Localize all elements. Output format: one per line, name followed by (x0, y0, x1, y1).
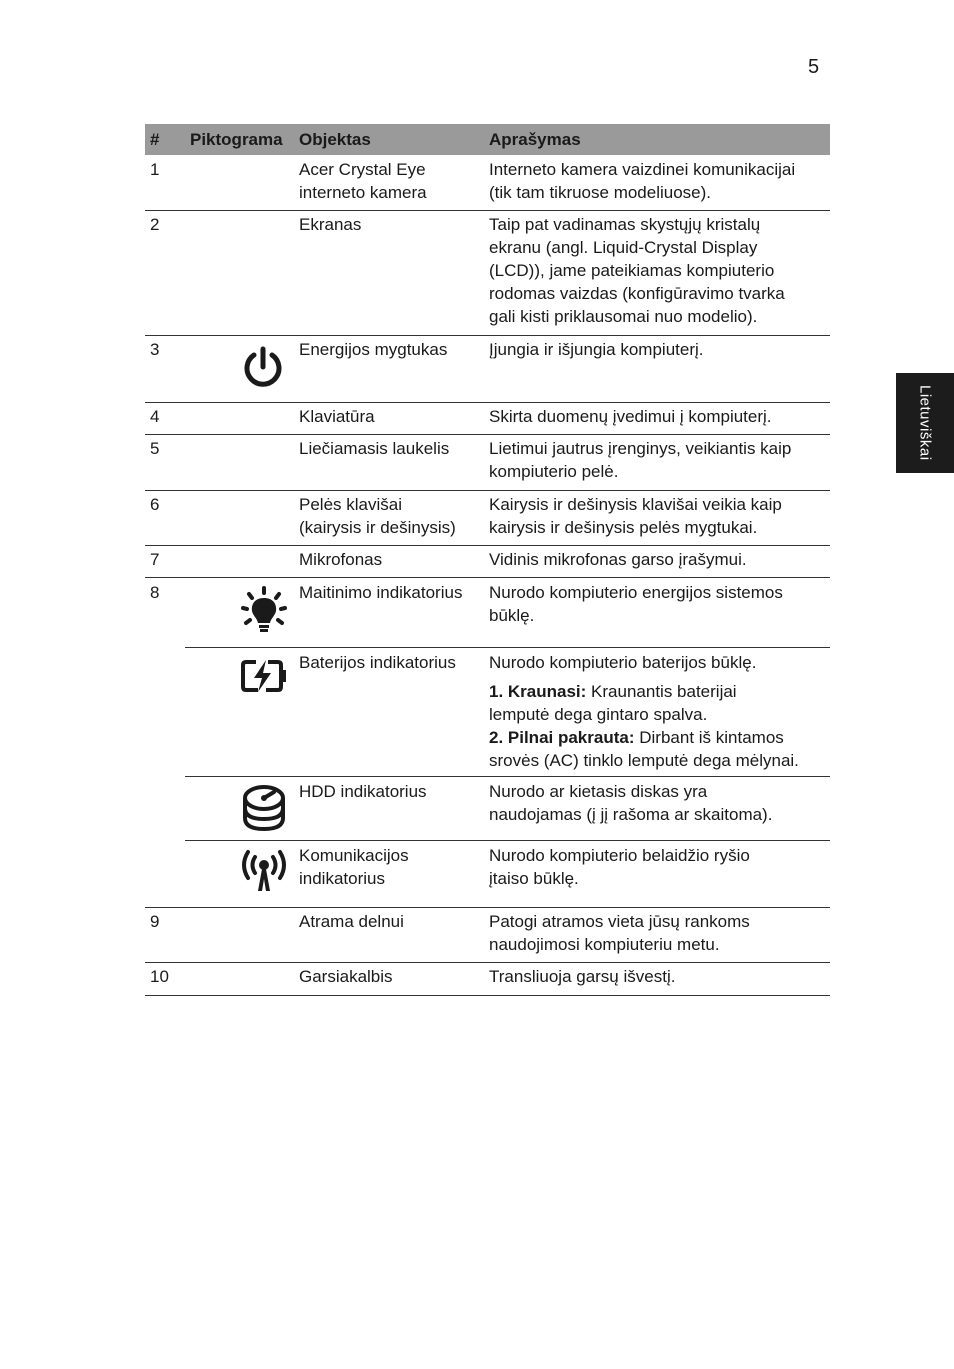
header-icon: Piktograma (190, 130, 283, 149)
row-description: Skirta duomenų įvedimui į kompiuterį. (489, 407, 772, 426)
row-object: Energijos mygtukas (299, 340, 448, 359)
row-description: Patogi atramos vieta jūsų rankoms naudojimosi kompiuteriu metu. (489, 912, 750, 954)
row-num: 10 (150, 967, 169, 986)
table-row (145, 648, 830, 777)
table-row (145, 403, 830, 435)
page-number: 5 (808, 56, 820, 78)
row-object: Garsiakalbis (299, 967, 393, 986)
table-row (145, 491, 830, 546)
row-object: Pelės klavišai (kairysis ir dešinysis) (299, 495, 456, 537)
row-num (145, 648, 190, 777)
row-object: Komunikacijos indikatorius (299, 846, 409, 888)
row-object: Liečiamasis laukelis (299, 439, 450, 458)
row-num: 2 (150, 215, 160, 234)
row-num: 1 (150, 160, 160, 179)
table-row (145, 155, 830, 211)
table-row (145, 546, 830, 578)
communication-indicator-icon (236, 849, 292, 893)
row-description: Nurodo kompiuterio belaidžio ryšio įtaiso būklę. (489, 846, 750, 888)
row-object: HDD indikatorius (299, 782, 427, 801)
table-row (145, 963, 830, 996)
row-description: Nurodo kompiuterio baterijos būklę. 1. Kraunasi: Kraunantis baterijai lemputė dega gintaro spalva. 2. Pilnai pakrauta: Dirbant iš kintamos srovės (AC) tinklo lemputė dega mėlynai. (489, 648, 830, 777)
row-description: Lietimui jautrus įrenginys, veikiantis kaip kompiuterio pelė. (489, 439, 792, 481)
header-object: Objektas (299, 130, 371, 149)
row-description: Transliuoja garsų išvestį. (489, 967, 676, 986)
row-description: Įjungia ir išjungia kompiuterį. (489, 340, 704, 359)
battery-detail-charging: 1. Kraunasi: Kraunantis baterijai (489, 682, 737, 701)
power-icon (240, 345, 286, 391)
row-num: 9 (150, 912, 160, 931)
table-row (145, 578, 830, 648)
row-object: Acer Crystal Eye interneto kamera (299, 160, 427, 202)
battery-detail-full: 2. Pilnai pakrauta: Dirbant iš kintamos (489, 728, 784, 747)
row-num: 6 (150, 495, 160, 514)
table-row (145, 841, 830, 908)
battery-indicator-icon (240, 658, 288, 694)
language-side-tab (896, 373, 954, 473)
row-num (145, 777, 190, 841)
row-num: 7 (150, 550, 160, 569)
power-indicator-icon (234, 586, 294, 638)
row-num: 3 (150, 340, 160, 359)
row-num: 8 (150, 583, 160, 602)
language-label: Lietuviškai (916, 385, 934, 461)
table-row (145, 211, 830, 336)
row-description: Interneto kamera vaizdinei komunikacijai (tik tam tikruose modeliuose). (489, 160, 796, 202)
row-num: 5 (150, 439, 160, 458)
row-num (145, 841, 190, 908)
table-row (145, 435, 830, 491)
table-row (145, 336, 830, 403)
header-num: # (150, 130, 160, 149)
row-description: Vidinis mikrofonas garso įrašymui. (489, 550, 747, 569)
row-num: 4 (150, 407, 160, 426)
row-object: Klaviatūra (299, 407, 375, 426)
row-object: Baterijos indikatorius (299, 653, 456, 672)
row-object: Maitinimo indikatorius (299, 583, 463, 602)
header-description: Aprašymas (489, 130, 581, 149)
hdd-indicator-icon (241, 784, 287, 834)
row-object: Mikrofonas (299, 550, 383, 569)
row-description: Nurodo ar kietasis diskas yra naudojamas (į jį rašoma ar skaitoma). (489, 782, 773, 824)
components-table (145, 124, 830, 996)
row-object: Atrama delnui (299, 912, 404, 931)
row-description: Taip pat vadinamas skystųjų kristalų ekranu (angl. Liquid-Crystal Display (LCD)), jame pateikiamas kompiuterio rodomas vaizdas (konfigūravimo tvarka gali kisti priklausomai nuo modelio). (489, 215, 785, 326)
row-description: Nurodo kompiuterio energijos sistemos būklę. (489, 583, 783, 625)
table-header (145, 124, 830, 155)
row-object: Ekranas (299, 215, 362, 234)
table-row (145, 908, 830, 963)
table-row (145, 777, 830, 841)
row-description: Kairysis ir dešinysis klavišai veikia kaip kairysis ir dešinysis pelės mygtukai. (489, 495, 782, 537)
